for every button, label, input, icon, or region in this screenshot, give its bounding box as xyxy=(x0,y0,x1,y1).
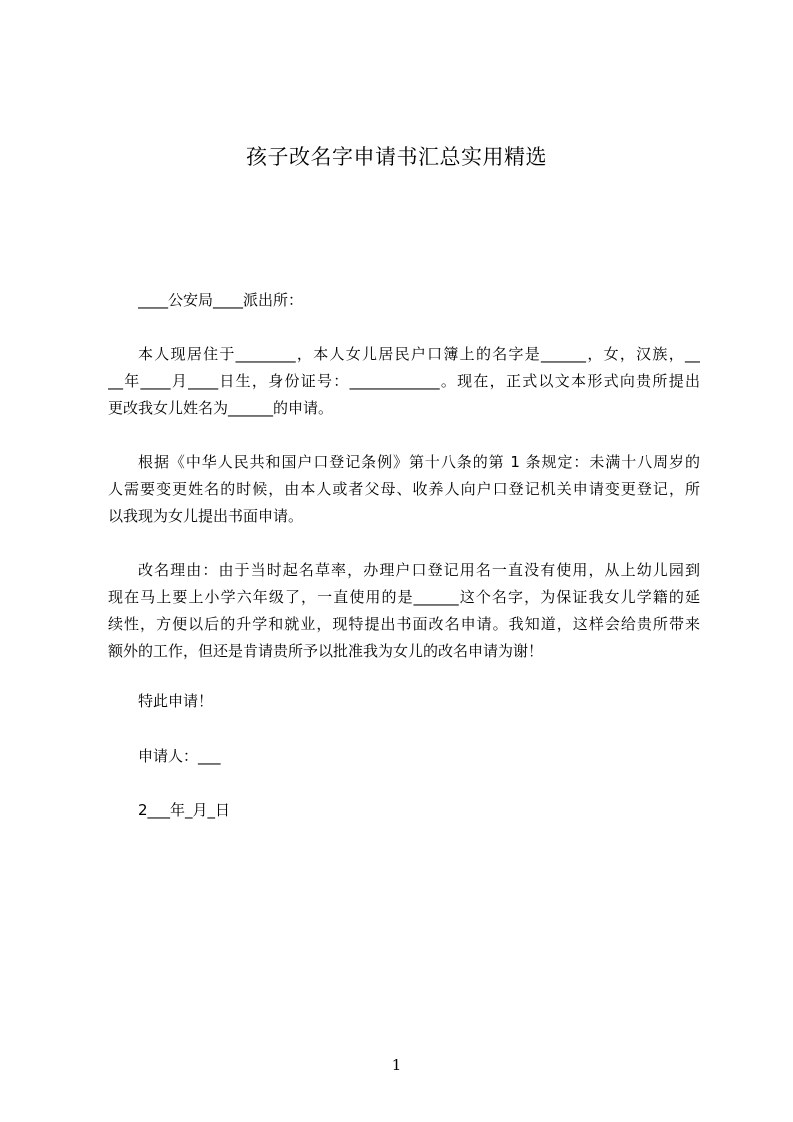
paragraph-3-line-4: 额外的工作，但还是肯请贵所予以批准我为女儿的改名申请为谢！ xyxy=(108,642,544,660)
paragraph-1-line-3: 更改我女儿姓名为______的申请。 xyxy=(108,399,334,417)
applicant-line: 申请人：___ xyxy=(138,747,221,765)
paragraph-3-line-2: 现在马上要上小学六年级了，一直使用的是______这个名字，为保证我女儿学籍的延 xyxy=(108,588,700,606)
paragraph-2-line-1: 根据《中华人民共和国户口登记条例》第十八条的第 1 条规定：未满十八周岁的 xyxy=(138,453,700,471)
paragraph-3-line-3: 续性，方便以后的升学和就业，现特提出书面改名申请。我知道，这样会给贵所带来 xyxy=(108,615,700,633)
salutation: ____公安局____派出所： xyxy=(138,291,304,309)
paragraph-3-line-1: 改名理由：由于当时起名草率，办理户口登记用名一直没有使用，从上幼儿园到 xyxy=(138,561,700,579)
paragraph-2-line-2: 人需要变更姓名的时候，由本人或者父母、收养人向户口登记机关申请变更登记，所 xyxy=(108,480,700,498)
paragraph-2-line-3: 以我现为女儿提出书面申请。 xyxy=(108,507,304,525)
closing-line: 特此申请！ xyxy=(138,692,214,710)
document-title: 孩子改名字申请书汇总实用精选 xyxy=(246,145,547,169)
page-number: 1 xyxy=(391,1056,402,1074)
paragraph-1-line-2: __年____月____日生，身份证号：____________。现在，正式以文本形式向贵所提出 xyxy=(108,372,700,390)
date-line: 2___年_月_日 xyxy=(138,801,231,819)
paragraph-1-line-1: 本人现居住于________，本人女儿居民户口簿上的名字是______，女，汉族，__ xyxy=(138,345,700,363)
